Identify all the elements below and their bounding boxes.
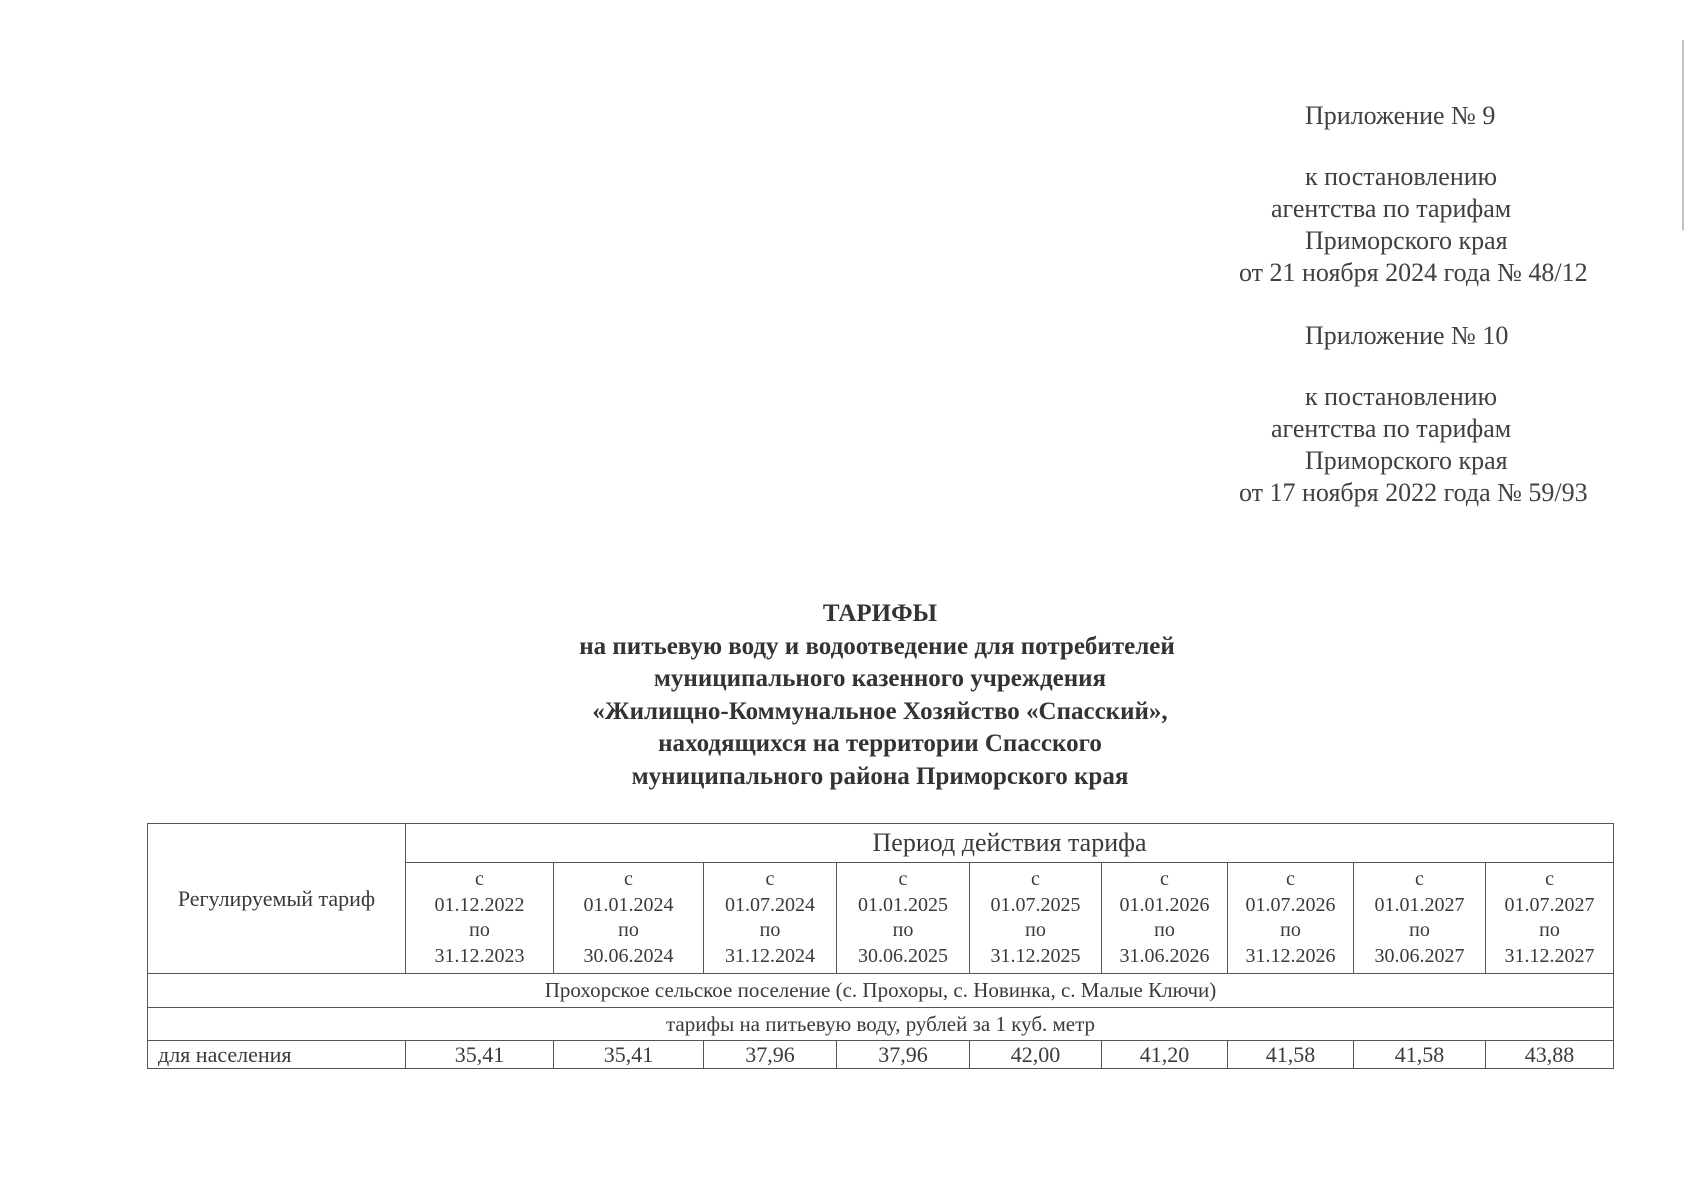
- period-header-cell: [1102, 863, 1228, 974]
- period-from-word: с: [1545, 868, 1554, 890]
- period-from-word: с: [475, 868, 484, 890]
- appendix-original-line: к постановлению: [1305, 382, 1498, 411]
- period-to-date: 31.12.2025: [990, 944, 1081, 967]
- tariff-value-cell: 42,00: [970, 1041, 1102, 1069]
- period-header-cell: [406, 863, 554, 974]
- period-to-word: по: [1154, 919, 1175, 941]
- tariff-value-cell: 37,96: [704, 1041, 837, 1069]
- period-to-date: 30.06.2024: [583, 944, 674, 967]
- period-header-cell: [1486, 863, 1614, 974]
- period-to-word: по: [892, 919, 914, 941]
- period-to-date: 30.06.2025: [858, 944, 948, 967]
- row-label: для населения: [148, 1041, 406, 1069]
- period-header-cell: [1354, 863, 1486, 974]
- period-from-word: с: [1286, 868, 1295, 890]
- document-title: [450, 598, 1310, 793]
- period-from-date: 01.07.2027: [1504, 893, 1595, 916]
- period-from-word: с: [765, 868, 775, 890]
- document-heading: ТАРИФЫ: [822, 600, 938, 627]
- period-to-date: 31.12.2024: [725, 944, 815, 967]
- period-from-word: с: [1031, 868, 1040, 890]
- tariff-value-cell: 35,41: [406, 1041, 554, 1069]
- appendix-original-line: агентства по тарифам: [1271, 414, 1512, 443]
- appendix-current: [1225, 100, 1625, 289]
- document-subtitle-line: на питьевую воду и водоотведение для потребителей: [579, 632, 1175, 660]
- period-from-date: 01.01.2025: [858, 893, 948, 916]
- period-header-cell: [554, 863, 704, 974]
- period-to-word: по: [1025, 919, 1046, 941]
- appendix-original-line: Приморского края: [1305, 446, 1508, 475]
- tariff-value-cell: 35,41: [554, 1041, 704, 1069]
- header-tariff-period: Период действия тарифа: [406, 824, 1614, 863]
- period-to-word: по: [1539, 919, 1560, 941]
- settlement-row: Прохорское сельское поселение (с. Прохоры, с. Новинка, с. Малые Ключи): [148, 974, 1614, 1008]
- period-to-date: 31.12.2027: [1504, 944, 1595, 967]
- tariff-value-cell: 43,88: [1486, 1041, 1614, 1069]
- period-to-date: 31.06.2026: [1119, 944, 1210, 967]
- period-header-cell: [1228, 863, 1354, 974]
- period-from-date: 01.01.2024: [583, 893, 674, 916]
- period-from-date: 01.07.2025: [990, 893, 1081, 916]
- period-from-date: 01.12.2022: [434, 893, 525, 916]
- tariff-value-cell: 37,96: [837, 1041, 970, 1069]
- period-to-date: 30.06.2027: [1374, 944, 1465, 967]
- period-to-word: по: [1409, 919, 1430, 941]
- period-from-date: 01.07.2026: [1245, 893, 1336, 916]
- period-header-cell: [704, 863, 837, 974]
- period-from-date: 01.01.2026: [1119, 893, 1210, 916]
- document-subtitle-line: муниципального казенного учреждения: [653, 665, 1107, 692]
- category-row: тарифы на питьевую воду, рублей за 1 куб. метр: [148, 1008, 1614, 1041]
- document-subtitle-line: муниципального района Приморского края: [631, 762, 1129, 790]
- document-subtitle-line: находящихся на территории Спасского: [658, 730, 1102, 757]
- appendix-original-title: Приложение № 10: [1305, 321, 1509, 350]
- period-from-word: с: [1415, 868, 1424, 890]
- period-to-date: 31.12.2023: [434, 944, 525, 967]
- document-subtitle-line: «Жилищно-Коммунальное Хозяйство «Спасский»,: [592, 697, 1168, 725]
- period-from-date: 01.01.2027: [1374, 893, 1465, 916]
- period-from-word: с: [898, 868, 908, 890]
- tariff-value-cell: 41,58: [1228, 1041, 1354, 1069]
- period-to-word: по: [469, 919, 490, 941]
- table-row: [148, 1041, 1614, 1069]
- period-header-cell: [837, 863, 970, 974]
- period-to-word: по: [759, 919, 781, 941]
- period-to-date: 31.12.2026: [1245, 944, 1336, 967]
- period-from-word: с: [624, 868, 633, 890]
- appendix-current-line: Приморского края: [1305, 226, 1508, 255]
- period-to-word: по: [618, 919, 639, 941]
- period-to-word: по: [1280, 919, 1301, 941]
- appendix-original-line: от 17 ноября 2022 года № 59/93: [1239, 478, 1588, 507]
- period-from-word: с: [1160, 868, 1169, 890]
- tariff-value-cell: 41,58: [1354, 1041, 1486, 1069]
- tariff-value-cell: 41,20: [1102, 1041, 1228, 1069]
- appendix-current-line: агентства по тарифам: [1271, 194, 1512, 223]
- appendix-current-title: Приложение № 9: [1305, 101, 1496, 130]
- header-regulated-tariff: Регулируемый тариф: [148, 824, 406, 974]
- period-from-date: 01.07.2024: [725, 893, 815, 916]
- appendix-original: [1225, 320, 1625, 509]
- period-header-cell: [970, 863, 1102, 974]
- tariffs-table: [147, 823, 1614, 1069]
- appendix-current-line: к постановлению: [1305, 162, 1498, 191]
- appendix-current-line: от 21 ноября 2024 года № 48/12: [1239, 258, 1588, 287]
- scan-edge-mark: [1682, 40, 1684, 230]
